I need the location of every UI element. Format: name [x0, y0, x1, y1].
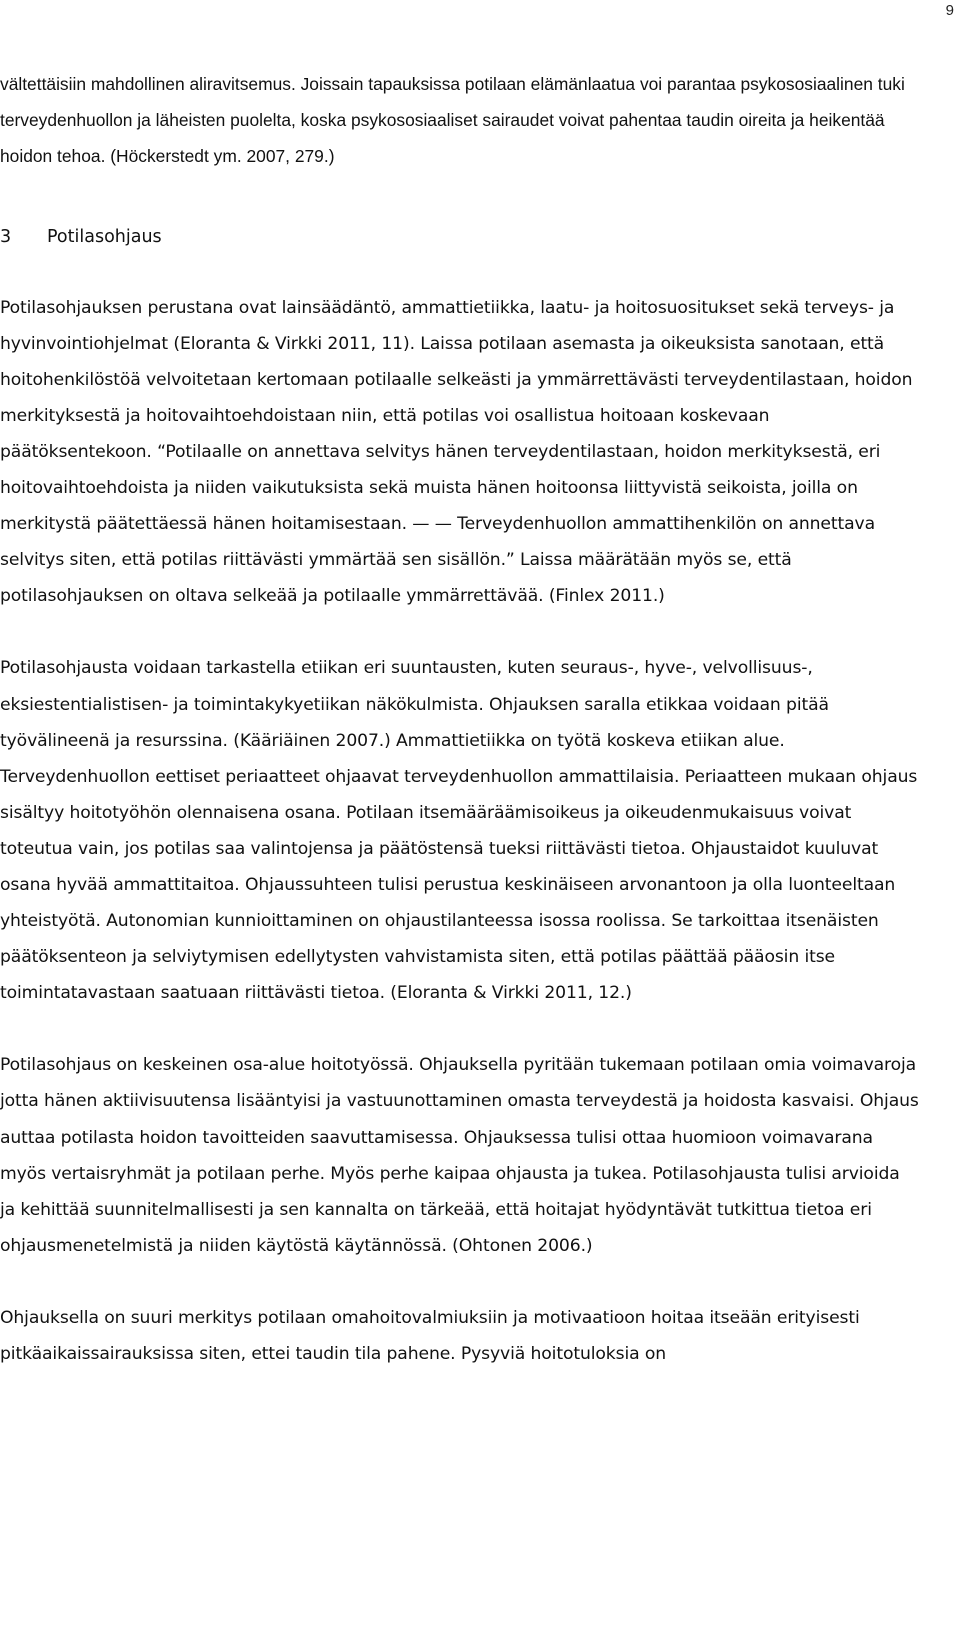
paragraph-patient-guidance: Potilasohjaus on keskeinen osa-alue hoitotyössä. Ohjauksella pyritään tukemaan potilaan omia voimavaroja jotta hänen aktiivisuutensa lisääntyisi ja vastuunottaminen omasta terveydestä ja hoidosta kasvaisi. Ohjaus auttaa potilasta hoidon tavoitteiden saavuttamisessa. Ohjauksessa tulisi ottaa huomioon voimavarana myös vertaisryhmät ja potilaan perhe. Myös perhe kaipaa ohjausta ja tukea. Potilasohjausta tulisi arvioida ja kehittää suunnitelmallisesti ja sen kannalta on tärkeää, että hoitajat hyödyntävät tutkittua tietoa eri ohjausmenetelmistä ja niiden käytöstä käytännössä. (Ohtonen 2006.) — [0, 1055, 919, 1256]
page-number: 9 — [945, 2, 954, 19]
paragraph-ethics: Potilasohjausta voidaan tarkastella etiikan eri suuntausten, kuten seuraus-, hyve-, velvollisuus-, eksiestentialistisen- ja toimintakykyetiikan näkökulmista. Ohjauksen saralla etikkaa voidaan pitää työvälineenä ja resurssina. (Kääriäinen 2007.) Ammattietiikka on työtä koskeva etiikan alue. Terveydenhuollon eettiset periaatteet ohjaavat terveydenhuollon ammattilaisia. Periaatteen mukaan ohjaus sisältyy hoitotyöhön olennaisena osana. Potilaan itsemääräämisoikeus ja oikeudenmukaisuus voivat toteutua vain, jos potilas saa valintojensa ja päätöstensä tueksi riittävästi tietoa. Ohjaustaidot kuuluvat osana hyvää ammattitaitoa. Ohjaussuhteen tulisi perustua keskinäiseen arvonantoon ja olla luonteeltaan yhteistyötä. Autonomian kunnioittaminen on ohjaustilanteessa isossa roolissa. Se tarkoittaa itsenäisten päätöksenteon ja selviytymisen edellytysten vahvistamista siten, että potilas päättää pääosin itse toimintatavastaan saatuaan riittävästi tietoa. (Eloranta & Virkki 2011, 12.) — [0, 658, 918, 1004]
section-title: Potilasohjaus — [47, 226, 162, 247]
document-body — [0, 66, 920, 1408]
intro-paragraph: vältettäisiin mahdollinen aliravitsemus. Joissain tapauksissa potilaan elämänlaatua voi parantaa psykososiaalinen tuki terveydenhuollon ja läheisten puolelta, koska psykososiaaliset sairaudet voivat pahentaa taudin oireita ja heikentää hoidon tehoa. (Höckerstedt ym. 2007, 279.) — [0, 74, 905, 167]
paragraph-self-care: Ohjauksella on suuri merkitys potilaan omahoitovalmiuksiin ja motivaatioon hoitaa itseään erityisesti pitkäaikaissairauksissa siten, ettei taudin tila pahene. Pysyviä hoitotuloksia on — [0, 1307, 860, 1365]
section-number: 3 — [0, 226, 12, 247]
section-heading — [0, 219, 920, 255]
paragraph-legal-basis: Potilasohjauksen perustana ovat lainsäädäntö, ammattietiikka, laatu- ja hoitosuositukset sekä terveys- ja hyvinvointiohjelmat (Eloranta & Virkki 2011, 11). Laissa potilaan asemasta ja oikeuksista sanotaan, että hoitohenkilöstöä velvoitetaan kertomaan potilaalle selkeästi ja ymmärrettävästi terveydentilastaan, hoidon merkityksestä ja hoitovaihtoehdoistaan niin, että potilas voi osallistua hoitoaan koskevaan päätöksentekoon. “Potilaalle on annettava selvitys hänen terveydentilastaan, hoidon merkityksestä, eri hoitovaihtoehdoista ja niiden vaikutuksista sekä muista hänen hoitoonsa liittyvistä seikoista, joilla on merkitystä päätettäessä hänen hoitamisestaan. — — Terveydenhuollon ammattihenkilön on annettava selvitys siten, että potilas riittävästi ymmärtää sen sisällön.” Laissa määrätään myös se, että potilasohjauksen on oltava selkeää ja potilaalle ymmärrettävää. (Finlex 2011.) — [0, 297, 913, 607]
